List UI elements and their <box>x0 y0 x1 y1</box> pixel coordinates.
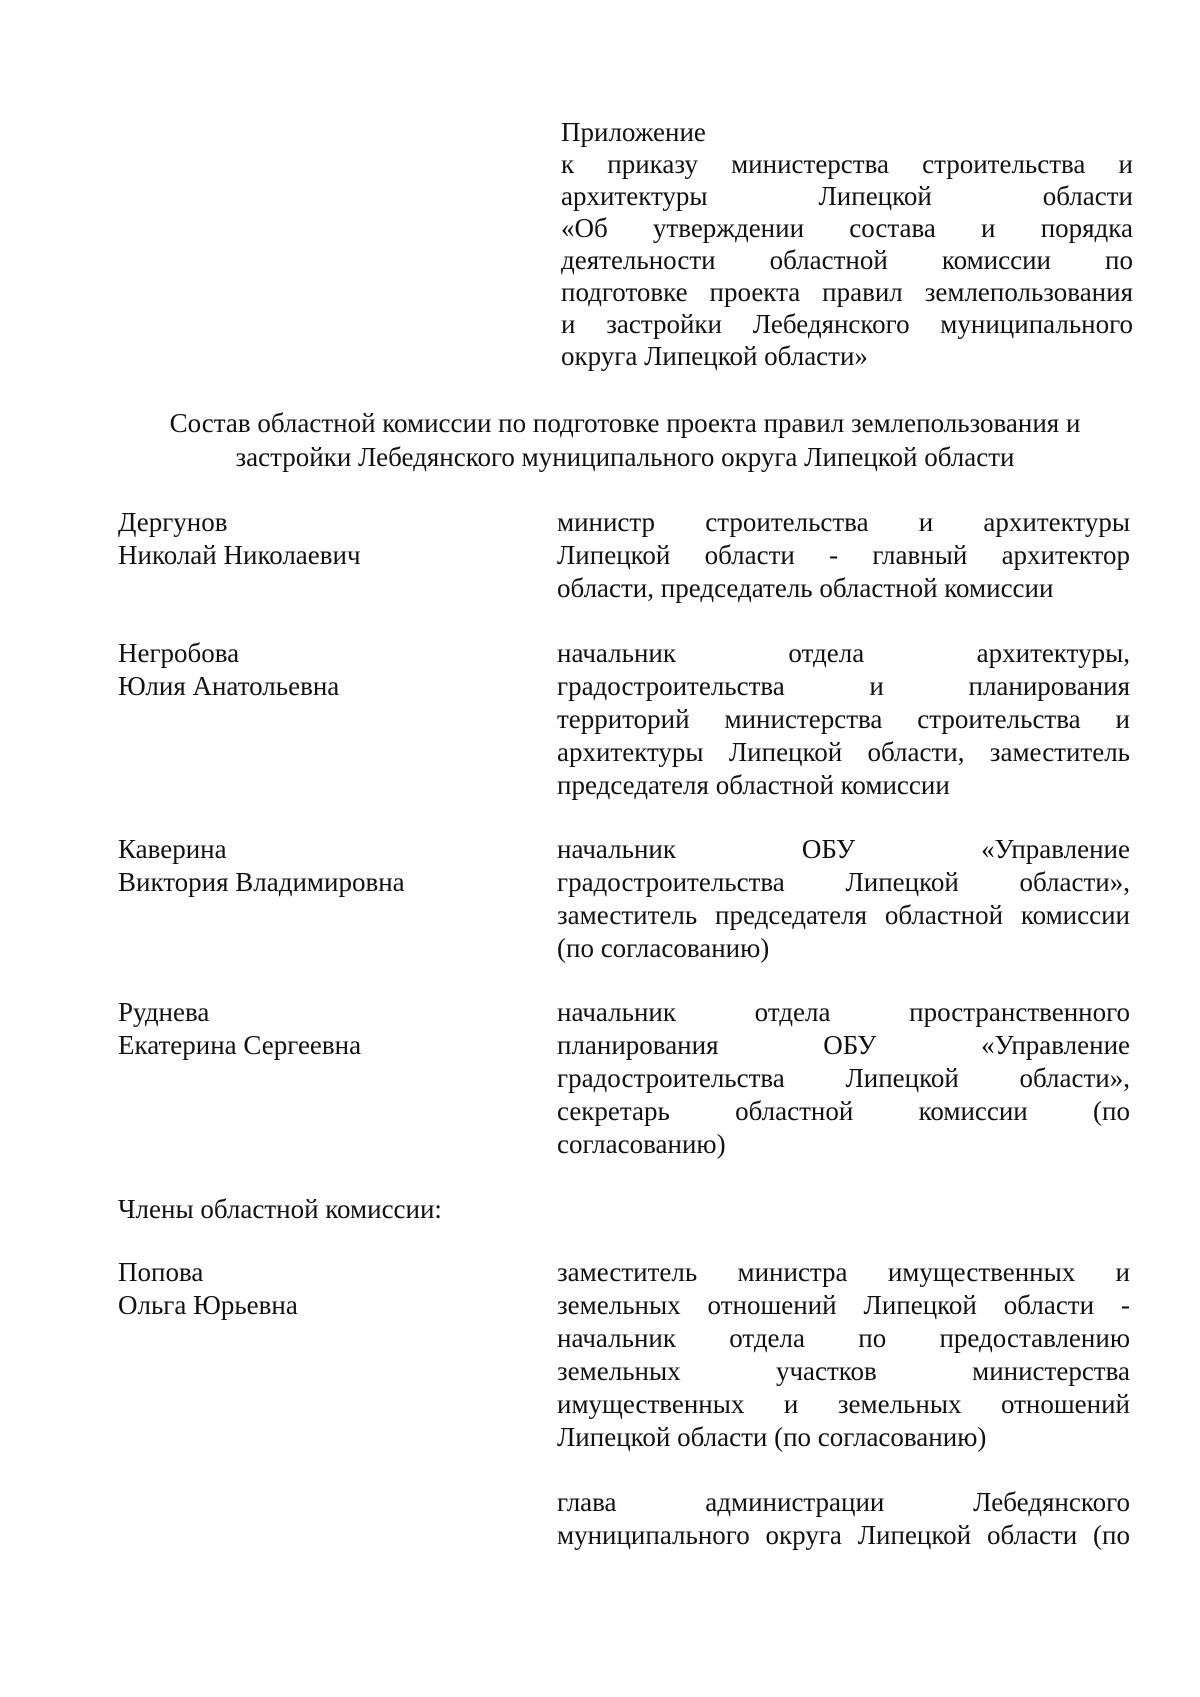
heading-line: Состав областной комиссии по подготовке проекта правил землепользования и <box>169 408 1081 438</box>
member-name <box>118 1256 538 1322</box>
members-label: Члены областной комиссии: <box>118 1194 442 1224</box>
role-line: заместитель председателя областной комиссии <box>557 900 1130 930</box>
role-line: заместитель министра имущественных и <box>557 1257 1130 1287</box>
role-line: области, председатель областной комиссии <box>557 573 1054 603</box>
role-line: имущественных и земельных отношений <box>557 1389 1130 1419</box>
member-role <box>557 1486 1130 1552</box>
person-role <box>557 833 1130 965</box>
role-line: муниципального округа Липецкой области (по <box>557 1520 1130 1550</box>
member-surname: Попова <box>118 1257 204 1287</box>
role-line: секретарь областной комиссии (по <box>557 1096 1130 1126</box>
role-line: (по согласованию) <box>557 933 770 963</box>
person-given-name: Виктория Владимировна <box>118 867 405 897</box>
person-role <box>557 637 1130 802</box>
role-line: начальник отдела пространственного <box>557 997 1130 1027</box>
heading-line: застройки Лебедянского муниципального округа Липецкой области <box>235 442 1015 472</box>
role-line: согласованию) <box>557 1129 726 1159</box>
person-surname: Дергунов <box>118 507 228 537</box>
role-line: Липецкой области (по согласованию) <box>557 1422 987 1452</box>
person-given-name: Юлия Анатольевна <box>118 671 340 701</box>
member-given-name: Ольга Юрьевна <box>118 1290 298 1320</box>
appendix-block <box>561 116 1133 372</box>
person-surname: Негробова <box>118 638 240 668</box>
role-line: глава администрации Лебедянского <box>557 1487 1130 1517</box>
person-surname: Каверина <box>118 834 227 864</box>
role-line: министр строительства и архитектуры <box>557 507 1130 537</box>
role-line: начальник отдела по предоставлению <box>557 1323 1130 1353</box>
role-line: председателя областной комиссии <box>557 770 950 800</box>
role-line: земельных отношений Липецкой области - <box>557 1290 1130 1320</box>
appendix-line: «Об утверждении состава и порядка <box>561 213 1133 243</box>
role-line: градостроительства и планирования <box>557 671 1130 701</box>
person-role <box>557 996 1130 1161</box>
appendix-line: к приказу министерства строительства и <box>561 149 1133 179</box>
appendix-line: архитектуры Липецкой области <box>561 181 1133 211</box>
role-line: архитектуры Липецкой области, заместитель <box>557 737 1130 767</box>
appendix-line: деятельности областной комиссии по <box>561 245 1133 275</box>
role-line: начальник ОБУ «Управление <box>557 834 1130 864</box>
role-line: градостроительства Липецкой области», <box>557 867 1130 897</box>
person-role <box>557 506 1130 605</box>
document-heading <box>110 406 1140 474</box>
role-line: градостроительства Липецкой области», <box>557 1063 1130 1093</box>
member-role <box>557 1256 1130 1454</box>
role-line: территорий министерства строительства и <box>557 704 1130 734</box>
appendix-line: подготовке проекта правил землепользования <box>561 277 1133 307</box>
appendix-line: округа Липецкой области» <box>561 341 868 371</box>
role-line: планирования ОБУ «Управление <box>557 1030 1130 1060</box>
role-line: Липецкой области - главный архитектор <box>557 540 1130 570</box>
person-name <box>118 996 538 1062</box>
appendix-title: Приложение <box>561 117 706 147</box>
appendix-line: и застройки Лебедянского муниципального <box>561 309 1133 339</box>
person-name <box>118 506 538 572</box>
person-name <box>118 637 538 703</box>
person-surname: Руднева <box>118 997 210 1027</box>
role-line: земельных участков министерства <box>557 1356 1130 1386</box>
person-given-name: Николай Николаевич <box>118 540 361 570</box>
person-given-name: Екатерина Сергеевна <box>118 1030 362 1060</box>
person-name <box>118 833 538 899</box>
role-line: начальник отдела архитектуры, <box>557 638 1130 668</box>
